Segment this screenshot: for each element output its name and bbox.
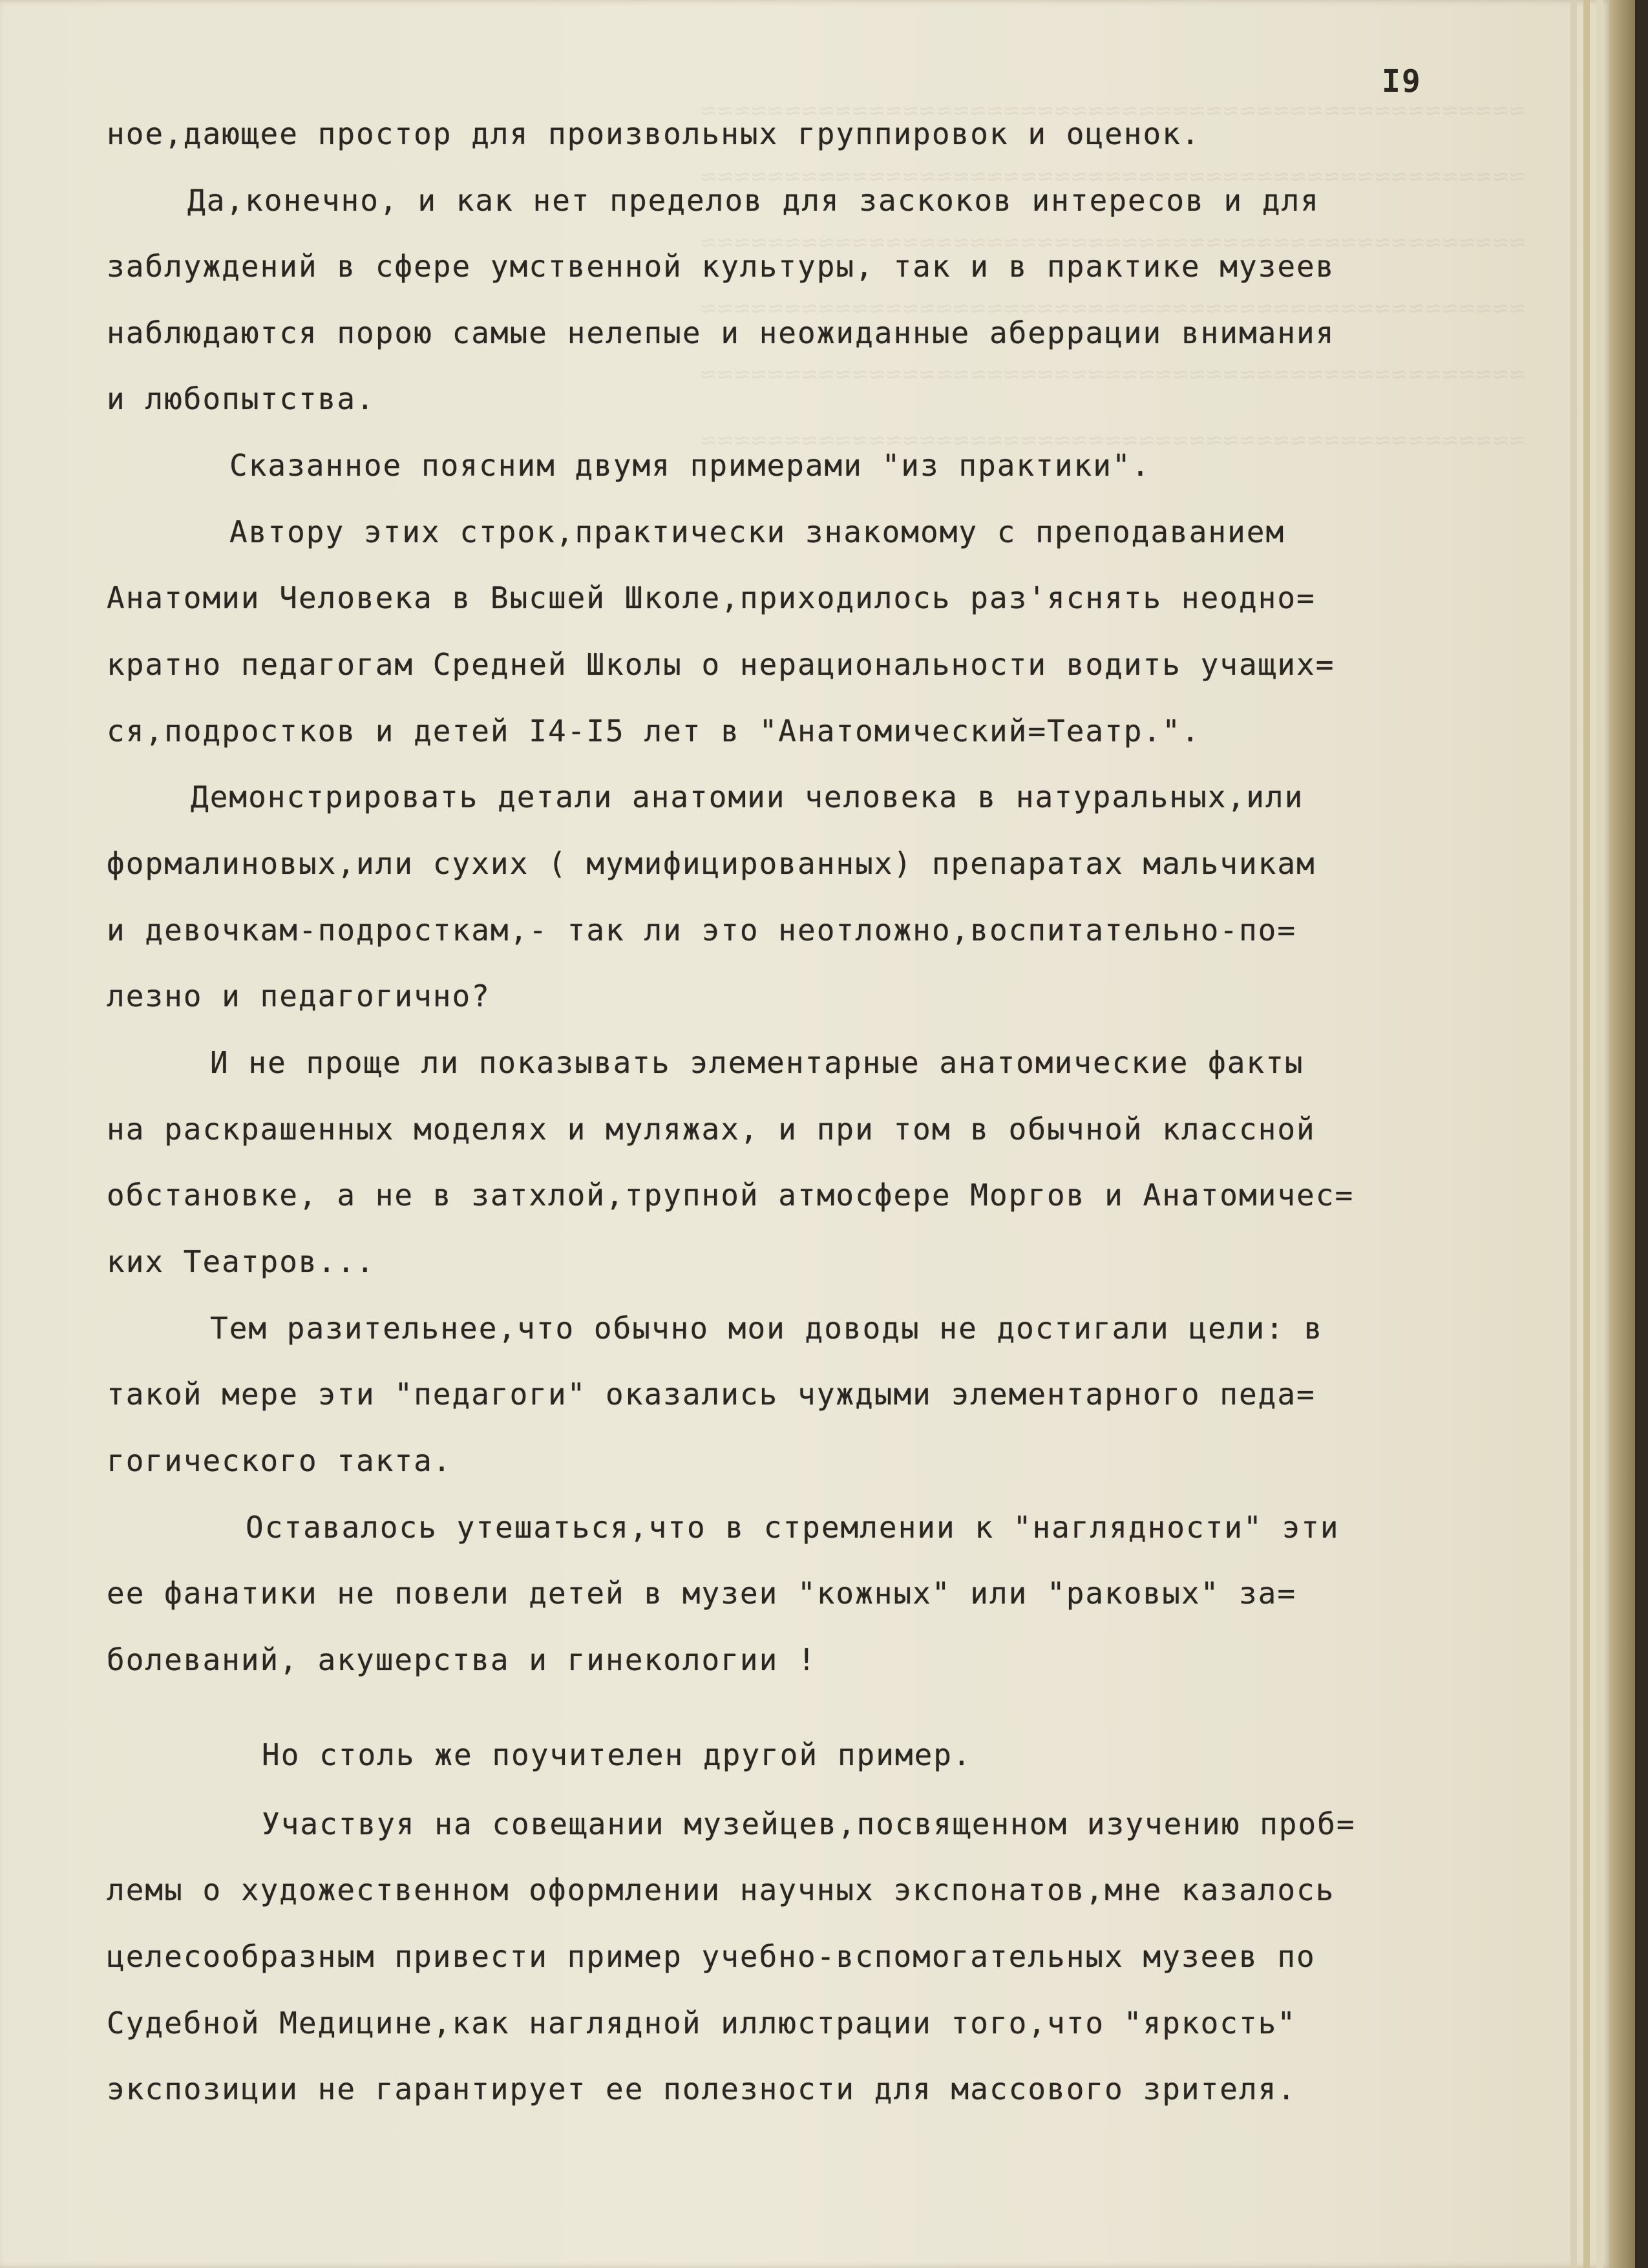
text-line: обстановке, а не в затхлой,трупной атмосфере Моргов и Анатомичес=: [107, 1178, 1355, 1213]
text-line: Демонстрировать детали анатомии человека в натуральных,или: [191, 779, 1304, 814]
text-line: Да,конечно, и как нет пределов для заскоков интересов и для: [187, 183, 1320, 218]
text-line: заблуждений в сфере умственной культуры, так и в практике музеев: [107, 249, 1335, 284]
text-line: и девочкам-подросткам,- так ли это неотложно,воспитательно-по=: [107, 913, 1297, 948]
text-line: на раскрашенных моделях и муляжах, и при том в обычной классной: [107, 1112, 1316, 1147]
text-line: ее фанатики не повели детей в музеи "кожных" или "раковых" за=: [107, 1576, 1297, 1611]
text-line: Сказанное поясним двумя примерами "из практики".: [229, 448, 1151, 483]
text-line: лезно и педагогично?: [107, 979, 491, 1013]
text-line: Автору этих строк,практически знакомому с преподаванием: [229, 514, 1285, 549]
text-line: Судебной Медицине,как наглядной иллюстрации того,что "яркость": [107, 2006, 1297, 2040]
text-line: лемы о художественном оформлении научных экспонатов,мне казалось: [107, 1872, 1335, 1907]
text-line: болеваний, акушерства и гинекологии !: [107, 1642, 817, 1677]
text-line: такой мере эти "педагоги" оказались чуждыми элементарного педа=: [107, 1377, 1316, 1412]
text-line: Участвуя на совещании музейцев,посвященном изучению проб=: [262, 1807, 1356, 1841]
background-strip: [1635, 0, 1648, 2268]
text-line: кратно педагогам Средней Школы о нерациональности водить учащих=: [107, 647, 1335, 682]
text-line: целесообразным привести пример учебно-вспомогательных музеев по: [107, 1939, 1316, 1974]
text-line: экспозиции не гарантирует ее полезности для массового зрителя.: [107, 2072, 1297, 2106]
text-line: и любопытства.: [107, 381, 375, 416]
page-number: I9: [1382, 63, 1422, 100]
bleed-through-texture: ≈≈≈≈≈≈≈≈≈≈≈≈≈≈≈≈≈≈≈≈≈≈≈≈≈≈≈≈≈≈≈≈≈≈≈≈≈≈≈≈≈≈≈≈≈≈≈≈≈ ≈≈≈≈≈≈≈≈≈≈≈≈≈≈≈≈≈≈≈≈≈≈≈≈≈≈≈≈≈≈≈≈≈≈≈≈≈≈≈≈≈≈≈≈≈≈≈≈≈ ≈≈≈≈≈≈≈≈≈≈≈≈≈≈≈≈≈≈≈≈≈≈≈≈≈≈≈≈≈≈≈≈≈≈≈≈≈≈≈≈≈≈≈≈≈≈≈≈≈ ≈≈≈≈≈≈≈≈≈≈≈≈≈≈≈≈≈≈≈≈≈≈≈≈≈≈≈≈≈≈≈≈≈≈≈≈≈≈≈≈≈≈≈≈≈≈≈≈≈ ≈≈≈≈≈≈≈≈≈≈≈≈≈≈≈≈≈≈≈≈≈≈≈≈≈≈≈≈≈≈≈≈≈≈≈≈≈≈≈≈≈≈≈≈≈≈≈≈≈ ≈≈≈≈≈≈≈≈≈≈≈≈≈≈≈≈≈≈≈≈≈≈≈≈≈≈≈≈≈≈≈≈≈≈≈≈≈≈≈≈≈≈≈≈≈≈≈≈≈: [699, 96, 1525, 455]
text-line: Тем разительнее,что обычно мои доводы не достигали цели: в: [210, 1311, 1324, 1346]
text-line: Анатомии Человека в Высшей Школе,приходилось раз'яснять неодно=: [107, 580, 1316, 615]
text-line: формалиновых,или сухих ( мумифицированных) препаратах мальчикам: [107, 846, 1316, 881]
text-line: Но столь же поучителен другой пример.: [262, 1737, 972, 1772]
text-line: наблюдаются порою самые нелепые и неожиданные аберрации внимания: [107, 315, 1335, 350]
binding-edge: [1609, 0, 1635, 2268]
text-line: Оставалось утешаться,что в стремлении к "наглядности" эти: [246, 1510, 1340, 1545]
text-line: гогического такта.: [107, 1443, 452, 1478]
text-line: ное,дающее простор для произвольных группировок и оценок.: [107, 116, 1201, 151]
text-line: ся,подростков и детей I4-I5 лет в "Анатомический=Театр.".: [107, 714, 1201, 748]
text-line: И не проще ли показывать элементарные анатомические факты: [210, 1045, 1304, 1080]
text-line: ких Театров...: [107, 1244, 375, 1279]
